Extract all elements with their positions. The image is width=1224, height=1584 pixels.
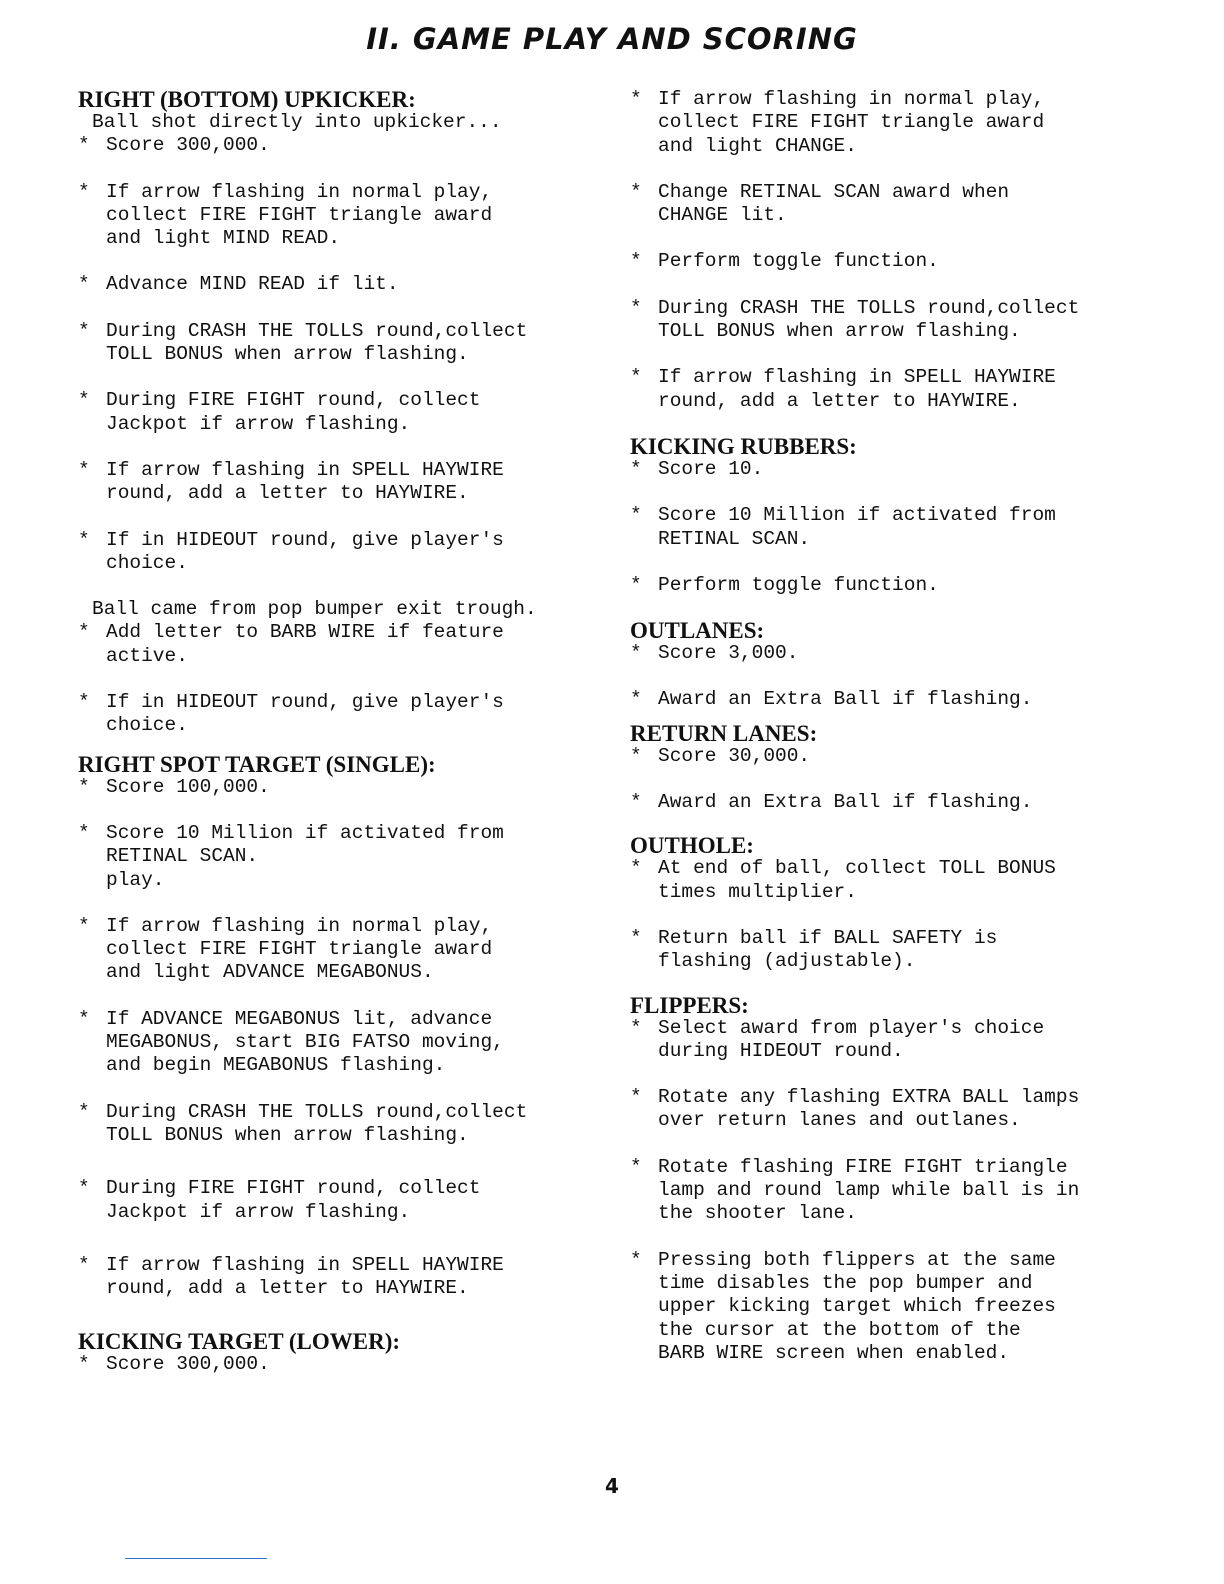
bullet-text: During CRASH THE TOLLS round,collect TOLL BONUS when arrow flashing. — [106, 319, 528, 366]
bullet-item — [78, 273, 618, 296]
section-heading-return-lanes: RETURN LANES: — [630, 720, 818, 746]
bullet-star: * — [630, 88, 642, 110]
bullet-text: Rotate flashing FIRE FIGHT triangle lamp and round lamp while ball is in the shooter lane. — [658, 1155, 1080, 1225]
section-heading-kicking-target: KICKING TARGET (LOWER): — [78, 1329, 401, 1355]
bullet-item — [78, 181, 618, 251]
bullet-item — [630, 181, 1190, 228]
bullet-text: If arrow flashing in SPELL HAYWIRE round, add a letter to HAYWIRE. — [106, 1253, 504, 1300]
bullet-item — [78, 1353, 618, 1376]
bullet-item — [630, 297, 1190, 344]
section-heading-outhole: OUTHOLE: — [630, 833, 754, 859]
bullet-text: Perform toggle function. — [658, 573, 939, 596]
bullet-item — [630, 857, 1190, 904]
bullet-item — [630, 642, 1190, 665]
bullet-star: * — [630, 366, 642, 389]
bullet-item — [630, 791, 1190, 814]
bullet-text: If arrow flashing in SPELL HAYWIRE round, add a letter to HAYWIRE. — [658, 366, 1056, 412]
bullet-text: During FIRE FIGHT round, collect Jackpot if arrow flashing. — [106, 1177, 481, 1223]
bullet-star: * — [630, 688, 642, 711]
bullet-star: * — [78, 691, 90, 714]
bullet-text: Select award from player's choice during HIDEOUT round. — [658, 1016, 1045, 1062]
bullet-text: If in HIDEOUT round, give player's choice. — [106, 528, 504, 574]
bullet-text: Add letter to BARB WIRE if feature active. — [106, 621, 504, 667]
bullet-star: * — [78, 1007, 90, 1030]
bullet-star: * — [78, 273, 90, 296]
bullet-text: Rotate any flashing EXTRA BALL lamps over return lanes and outlanes. — [658, 1086, 1080, 1132]
bullet-text: Perform toggle function. — [658, 250, 939, 273]
bullet-text: During FIRE FIGHT round, collect Jackpot if arrow flashing. — [106, 389, 481, 435]
bullet-text: Score 10 Million if activated from RETINAL SCAN. — [658, 504, 1056, 550]
bullet-star: * — [630, 857, 642, 880]
bullet-item — [630, 927, 1190, 974]
bullet-star: * — [78, 180, 90, 203]
bullet-text: Advance MIND READ if lit. — [106, 273, 399, 296]
section-heading-outlanes: OUTLANES: — [630, 618, 765, 644]
bullet-item — [78, 320, 618, 367]
bullet-item — [630, 366, 1190, 413]
bullet-text: Award an Extra Ball if flashing. — [658, 688, 1033, 711]
bullet-star: * — [630, 1086, 642, 1109]
bullet-star: * — [78, 1353, 90, 1376]
bullet-star: * — [78, 1100, 90, 1123]
bullet-item — [630, 1156, 1190, 1226]
bullet-star: * — [630, 791, 642, 814]
bullet-text: Change RETINAL SCAN award when CHANGE lit. — [658, 180, 1010, 227]
right-column — [630, 88, 1190, 1365]
bullet-star: * — [78, 821, 90, 844]
left-column — [78, 88, 618, 1377]
bullet-item — [78, 1008, 618, 1078]
bullet-text: Score 10 Million if activated from RETINAL SCAN. play. — [106, 821, 504, 891]
bullet-star: * — [78, 134, 90, 157]
bullet-text: Return ball if BALL SAFETY is flashing (adjustable). — [658, 926, 998, 973]
bullet-text: Pressing both flippers at the same time disables the pop bumper and upper kicking target which freezes the cursor at the bottom of the BARB WIRE screen when enabled. — [658, 1248, 1056, 1364]
section-heading-right-spot-target: RIGHT SPOT TARGET (SINGLE): — [78, 751, 436, 777]
section-heading-right-upkicker: RIGHT (BOTTOM) UPKICKER: — [78, 87, 416, 112]
bullet-item — [630, 504, 1190, 551]
bullet-star: * — [630, 642, 642, 665]
bullet-item — [630, 688, 1190, 711]
intro-text: Ball shot directly into upkicker... — [92, 111, 502, 133]
bullet-item — [630, 250, 1190, 273]
bullet-star: * — [630, 504, 642, 527]
bullet-item — [78, 691, 618, 738]
bullet-text: Score 300,000. — [106, 134, 270, 157]
bullet-item — [630, 88, 1190, 158]
bullet-star: * — [630, 457, 642, 480]
bullet-text: Score 10. — [658, 457, 764, 480]
bullet-item — [78, 134, 618, 157]
bullet-text: Score 3,000. — [658, 642, 799, 665]
section-heading-kicking-rubbers: KICKING RUBBERS: — [630, 433, 857, 459]
bullet-item — [78, 1177, 618, 1224]
bullet-item — [630, 574, 1190, 597]
bullet-star: * — [630, 296, 642, 319]
bullet-star: * — [630, 250, 642, 273]
bullet-item — [630, 1017, 1190, 1064]
bullet-text: Score 100,000. — [106, 775, 270, 798]
bullet-star: * — [630, 1248, 642, 1271]
bullet-text: During CRASH THE TOLLS round,collect TOLL BONUS when arrow flashing. — [658, 296, 1080, 343]
bullet-item — [78, 822, 618, 892]
bullet-item — [630, 458, 1190, 481]
bullet-star: * — [630, 1016, 642, 1039]
bullet-item — [78, 915, 618, 985]
bullet-star: * — [78, 621, 90, 644]
bullet-star: * — [630, 1155, 642, 1178]
bullet-text: If arrow flashing in normal play, collect FIRE FIGHT triangle award and light MIND READ. — [106, 180, 493, 250]
bullet-star: * — [630, 926, 642, 949]
bullet-item — [78, 389, 618, 436]
bullet-star: * — [78, 319, 90, 342]
bullet-text: Score 30,000. — [658, 744, 811, 767]
bullet-item — [630, 1086, 1190, 1133]
bullet-text: During CRASH THE TOLLS round,collect TOLL BONUS when arrow flashing. — [106, 1100, 528, 1146]
section-heading-flippers: FLIPPERS: — [630, 992, 749, 1018]
bullet-text: If ADVANCE MEGABONUS lit, advance MEGABONUS, start BIG FATSO moving, and begin MEGABONUS flashing. — [106, 1007, 504, 1077]
bullet-star: * — [78, 914, 90, 937]
bullet-item — [78, 1101, 618, 1148]
bullet-star: * — [78, 528, 90, 551]
bullet-text: If in HIDEOUT round, give player's choice. — [106, 691, 504, 737]
bullet-item — [78, 776, 618, 799]
intro-text: Ball came from pop bumper exit trough. — [92, 598, 537, 621]
bullet-star: * — [78, 458, 90, 481]
bullet-star: * — [78, 1177, 90, 1200]
bullet-item — [78, 1254, 618, 1301]
bullet-star: * — [630, 744, 642, 767]
bullet-text: If arrow flashing in normal play, collect FIRE FIGHT triangle award and light ADVANCE MEGABONUS. — [106, 914, 493, 984]
bullet-star: * — [630, 573, 642, 596]
bullet-text: Award an Extra Ball if flashing. — [658, 791, 1033, 814]
page-number: 4 — [605, 1474, 619, 1498]
bullet-item — [78, 529, 618, 576]
bullet-star: * — [630, 180, 642, 203]
bullet-text: At end of ball, collect TOLL BONUS times multiplier. — [658, 857, 1056, 903]
bullet-star: * — [78, 1253, 90, 1276]
bullet-item — [78, 621, 618, 668]
bullet-text: Score 300,000. — [106, 1353, 270, 1376]
bullet-item — [630, 1249, 1190, 1365]
bullet-item — [630, 745, 1190, 768]
footer-rule — [125, 1558, 267, 1559]
bullet-star: * — [78, 389, 90, 412]
bullet-text: If arrow flashing in normal play, collect FIRE FIGHT triangle award and light CHANGE. — [658, 88, 1045, 157]
bullet-star: * — [78, 775, 90, 798]
bullet-item — [78, 459, 618, 506]
bullet-text: If arrow flashing in SPELL HAYWIRE round, add a letter to HAYWIRE. — [106, 458, 504, 505]
page-title: II. GAME PLAY AND SCORING — [366, 22, 858, 56]
